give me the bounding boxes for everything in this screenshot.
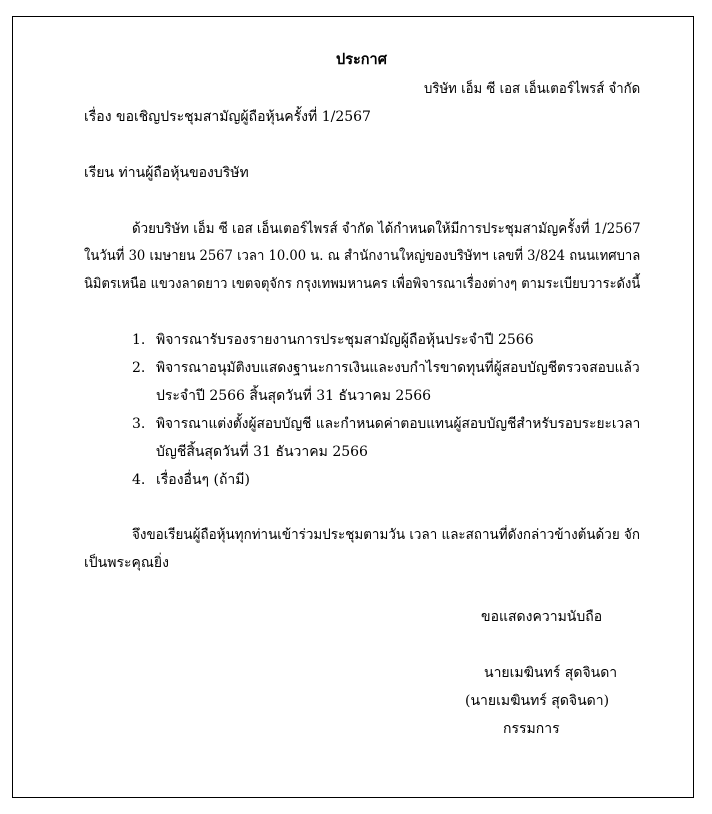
body-line: ในวันที่ 30 เมษายน 2567 เวลา 10.00 น. ณ สำนักงานใหญ่ของบริษัทฯ เลขที่ 3/824 ถนนเทศบาล xyxy=(84,248,641,264)
body-line: นิมิตรเหนือ แขวงลาดยาว เขตจตุจักร กรุงเทพมหานคร เพื่อพิจารณาเรื่องต่างๆ ตามระเบียบวาระดังนี้ xyxy=(84,276,641,292)
agenda-number: 2. xyxy=(132,360,146,376)
document-title: ประกาศ xyxy=(336,51,387,68)
regards-line: ขอแสดงความนับถือ xyxy=(481,609,603,625)
signature-name: นายเมฆินทร์ สุดจินดา xyxy=(484,665,618,681)
body-line: ด้วยบริษัท เอ็ม ซี เอส เอ็นเตอร์ไพรส์ จำกัด ได้กำหนดให้มีการประชุมสามัญครั้งที่ 1/2567 xyxy=(132,221,641,237)
closing-line: จึงขอเรียนผู้ถือหุ้นทุกท่านเข้าร่วมประชุมตามวัน เวลา และสถานที่ดังกล่าวข้างต้นด้วย จัก xyxy=(132,527,640,543)
signature-position: กรรมการ xyxy=(503,721,560,737)
company-name: บริษัท เอ็ม ซี เอส เอ็นเตอร์ไพรส์ จำกัด xyxy=(424,81,641,97)
agenda-item-text: เรื่องอื่นๆ (ถ้ามี) xyxy=(156,472,250,488)
agenda-item-text: ประจำปี 2566 สิ้นสุดวันที่ 31 ธันวาคม 2566 xyxy=(156,388,432,404)
agenda-item-text: พิจารณาแต่งตั้งผู้สอบบัญชี และกำหนดค่าตอบแทนผู้สอบบัญชีสำหรับรอบระยะเวลา xyxy=(156,416,641,432)
agenda-item-text: บัญชีสิ้นสุดวันที่ 31 ธันวาคม 2566 xyxy=(156,444,368,460)
agenda-number: 4. xyxy=(132,472,146,488)
agenda-number: 1. xyxy=(132,332,146,348)
agenda-item-text: พิจารณารับรองรายงานการประชุมสามัญผู้ถือหุ้นประจำปี 2566 xyxy=(156,332,534,348)
agenda-item-text: พิจารณาอนุมัติงบแสดงฐานะการเงินและงบกำไรขาดทุนที่ผู้สอบบัญชีตรวจสอบแล้ว xyxy=(156,360,640,376)
signature-name-parenthesized: (นายเมฆินทร์ สุดจินดา) xyxy=(465,693,610,709)
salutation-line: เรียน ท่านผู้ถือหุ้นของบริษัท xyxy=(84,165,249,181)
subject-line: เรื่อง ขอเชิญประชุมสามัญผู้ถือหุ้นครั้งที่ 1/2567 xyxy=(84,109,371,125)
agenda-number: 3. xyxy=(132,416,146,432)
closing-line: เป็นพระคุณยิ่ง xyxy=(84,555,169,571)
